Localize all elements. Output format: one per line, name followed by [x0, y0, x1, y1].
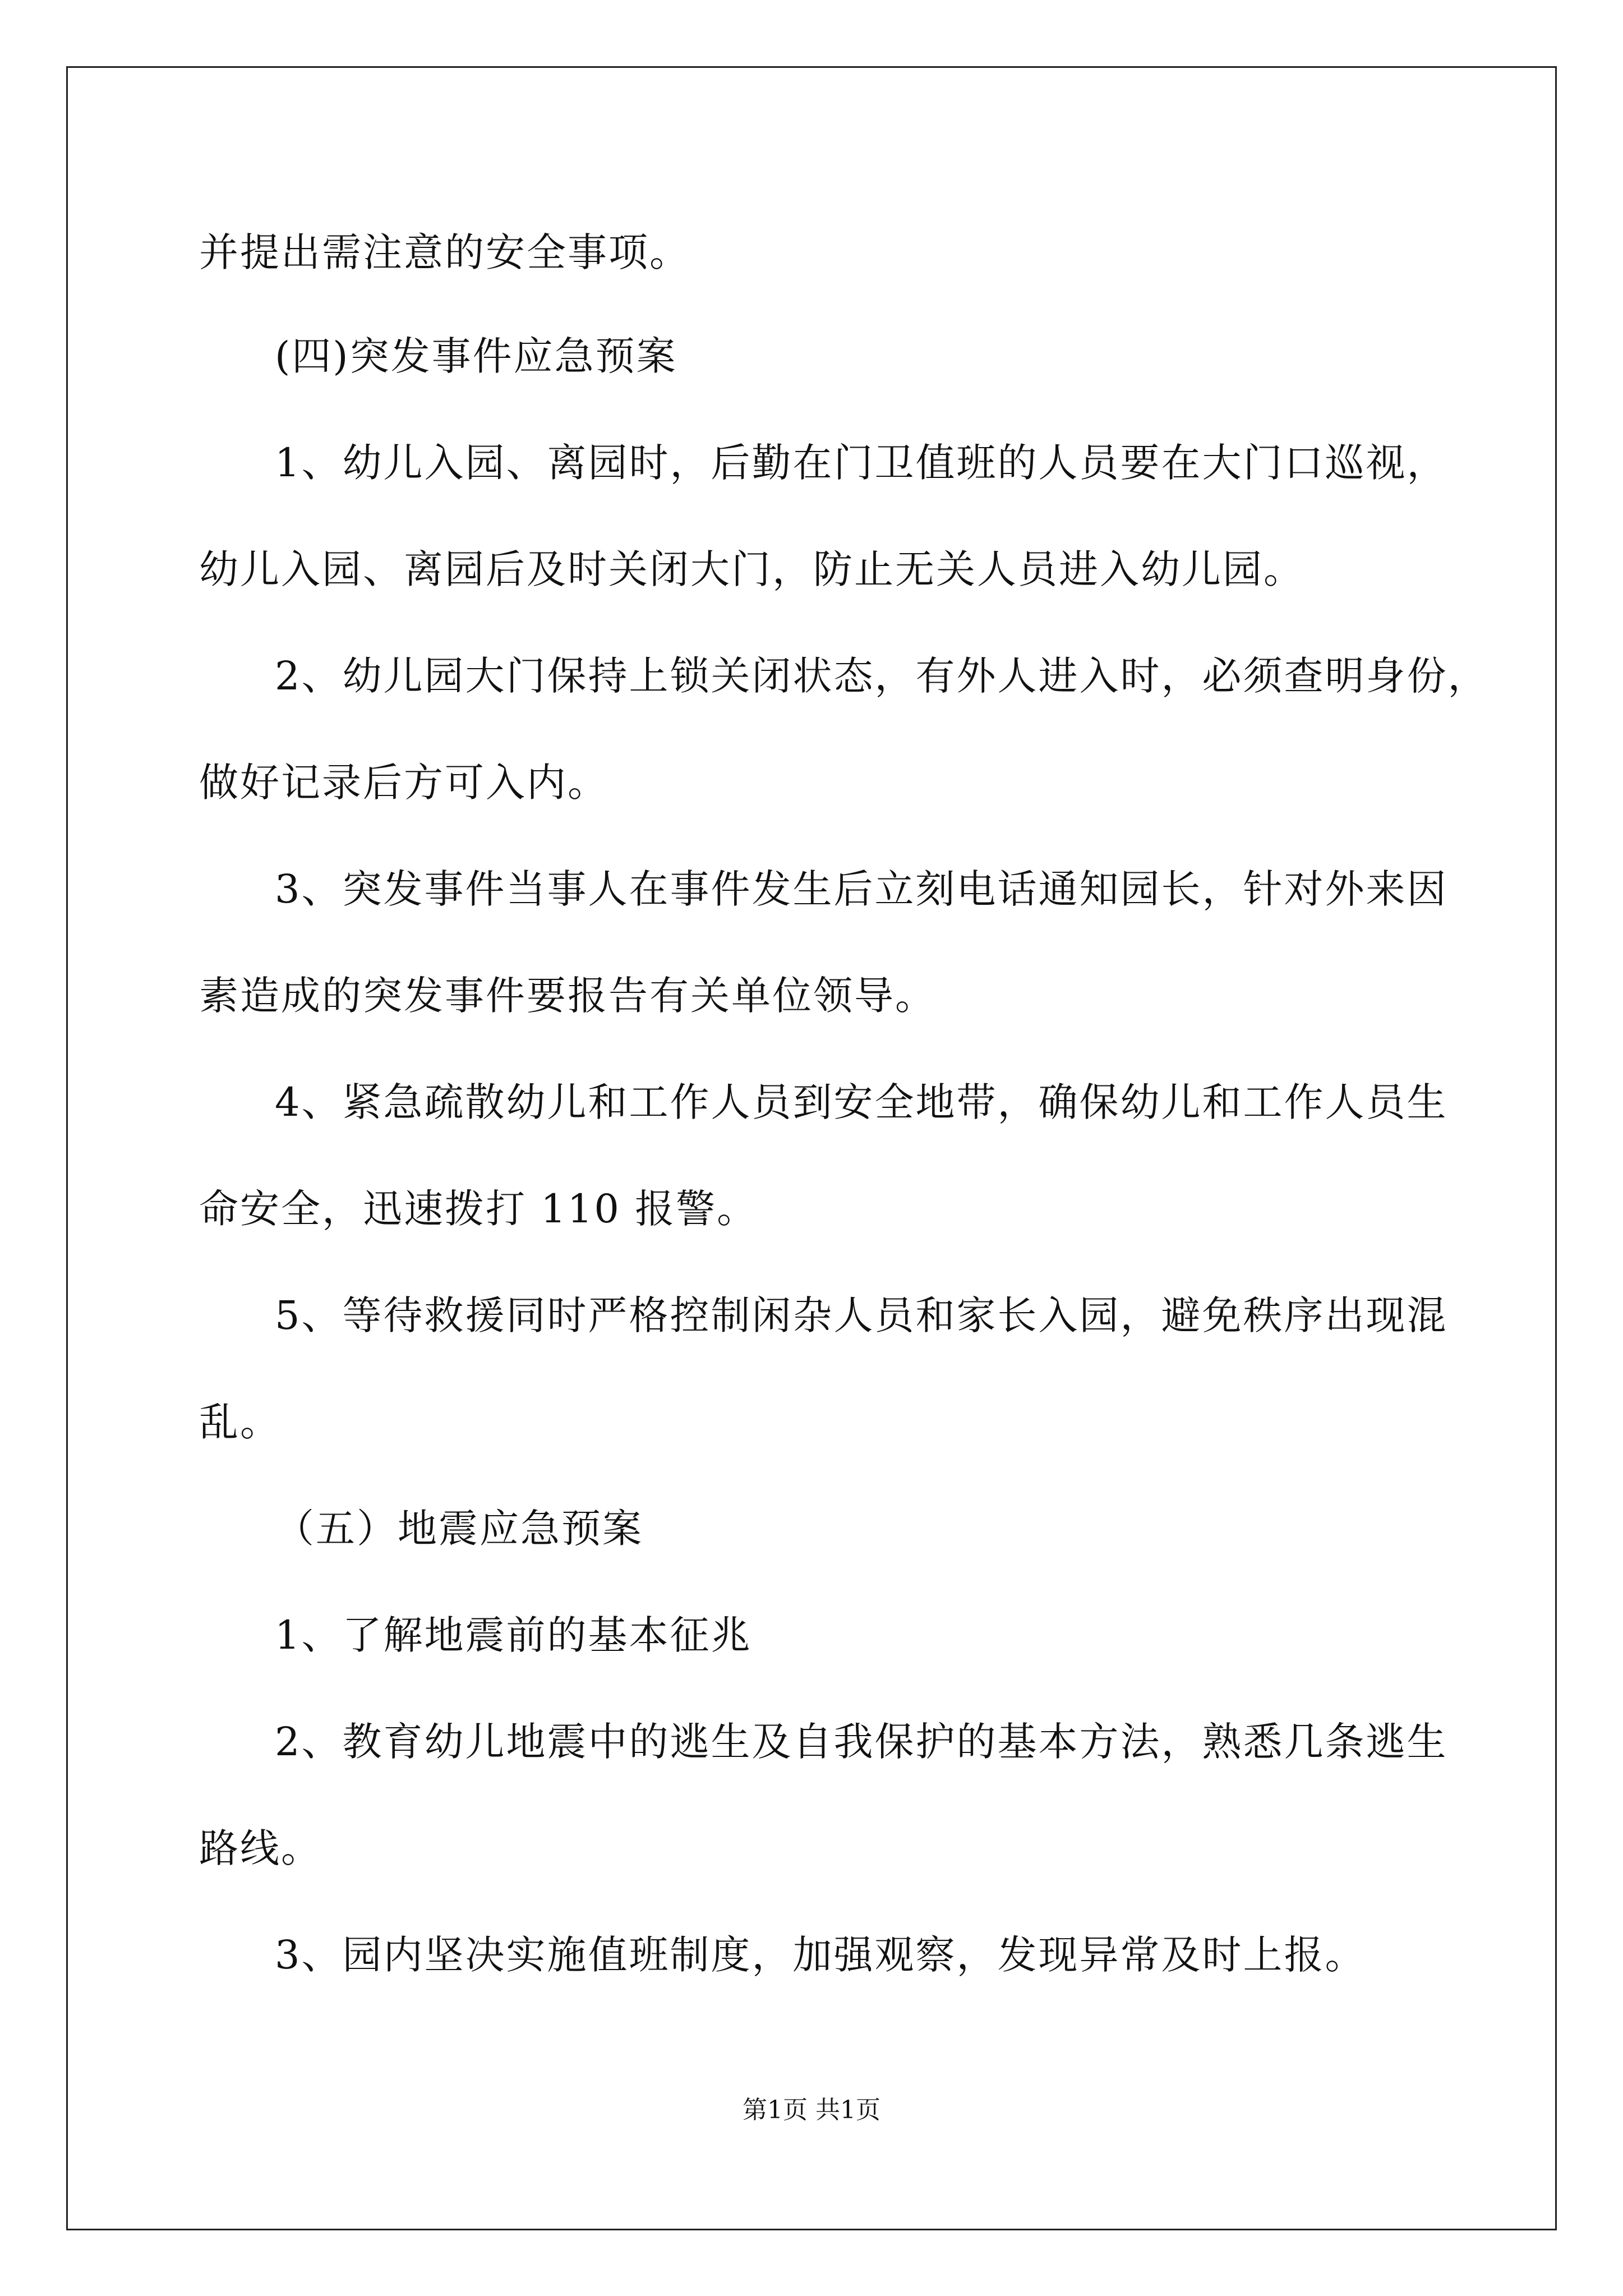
text-line-3: 1、幼儿入园、离园时，后勤在门卫值班的人员要在大门口巡视，	[275, 440, 1448, 486]
text-line-17: 3、园内坚决实施值班制度，加强观察，发现异常及时上报。	[275, 1932, 1366, 1978]
text-line-15: 2、教育幼儿地震中的逃生及自我保护的基本方法，熟悉几条逃生	[275, 1719, 1448, 1765]
text-line-4: 幼儿入园、离园后及时关闭大门，防止无关人员进入幼儿园。	[199, 546, 1304, 592]
text-line-6: 做好记录后方可入内。	[199, 760, 608, 806]
text-line-1: 并提出需注意的安全事项。	[199, 229, 690, 275]
text-line-10: 命安全，迅速拨打 110 报警。	[199, 1186, 758, 1232]
text-line-16: 路线。	[199, 1825, 322, 1871]
text-line-14: 1、了解地震前的基本征兆	[275, 1612, 752, 1658]
section-heading-4: (四)突发事件应急预案	[275, 333, 677, 379]
text-line-5: 2、幼儿园大门保持上锁关闭状态，有外人进入时，必须查明身份，	[275, 653, 1489, 699]
page-footer: 第1页 共1页	[743, 2096, 880, 2124]
text-line-12: 乱。	[199, 1399, 281, 1445]
section-heading-5: （五）地震应急预案	[275, 1506, 643, 1552]
text-line-11: 5、等待救援同时严格控制闲杂人员和家长入园，避免秩序出现混	[275, 1292, 1448, 1338]
text-line-9: 4、紧急疏散幼儿和工作人员到安全地带，确保幼儿和工作人员生	[275, 1079, 1448, 1125]
text-line-7: 3、突发事件当事人在事件发生后立刻电话通知园长，针对外来因	[275, 866, 1448, 912]
text-line-8: 素造成的突发事件要报告有关单位领导。	[199, 973, 936, 1019]
page-border	[66, 66, 1557, 2230]
